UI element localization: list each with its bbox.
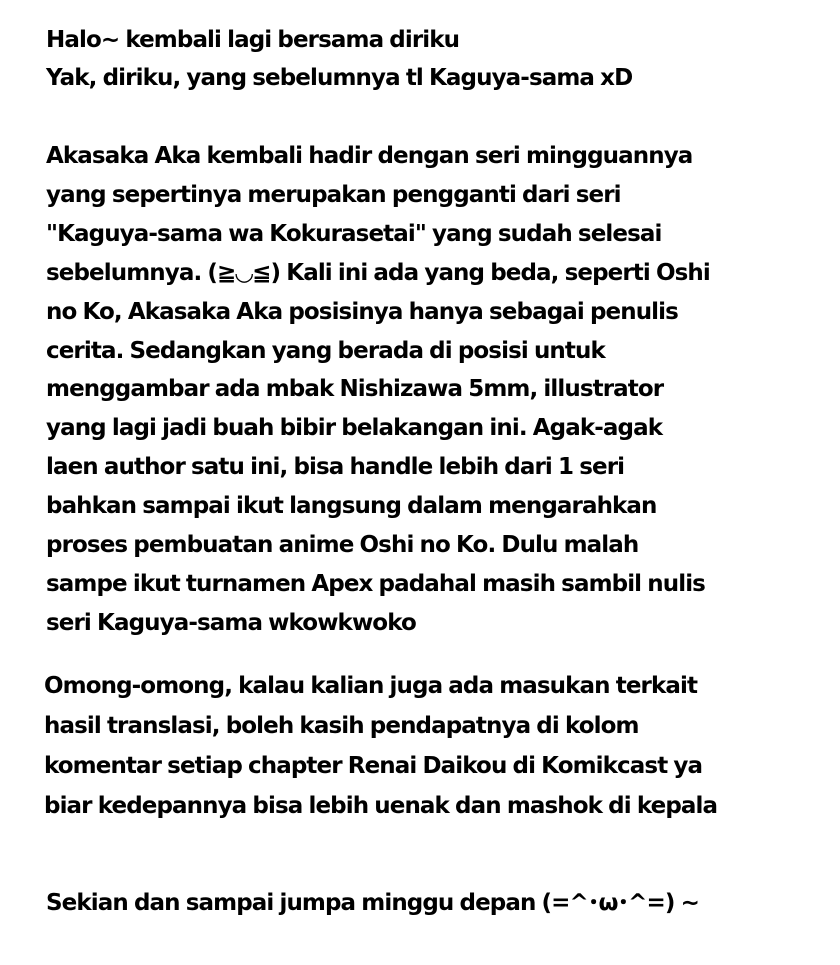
text-line: biar kedepannya bisa lebih uenak dan mashok di kepala bbox=[44, 793, 718, 819]
closing-text bbox=[46, 883, 826, 923]
text-line: no Ko, Akasaka Aka posisinya hanya sebagai penulis bbox=[46, 298, 678, 325]
text-line: yang lagi jadi buah bibir belakangan ini. Agak-agak bbox=[46, 415, 663, 442]
text-line: sampe ikut turnamen Apex padahal masih sambil nulis bbox=[46, 570, 705, 597]
feedback-paragraph bbox=[44, 666, 824, 826]
text-line: Akasaka Aka kembali hadir dengan seri mingguannya bbox=[46, 143, 693, 169]
text-line: komentar setiap chapter Renai Daikou di Komikcast ya bbox=[44, 753, 703, 779]
text-line: hasil translasi, boleh kasih pendapatnya di kolom bbox=[44, 713, 639, 739]
text-line: seri Kaguya-sama wkowkwoko bbox=[46, 609, 416, 636]
greeting-text bbox=[46, 21, 826, 97]
text-line: laen author satu ini, bisa handle lebih dari 1 seri bbox=[46, 454, 625, 481]
text-line: proses pembuatan anime Oshi no Ko. Dulu malah bbox=[46, 532, 639, 559]
text-line: Sekian dan sampai jumpa minggu depan (=^･ω･^=) ~ bbox=[46, 890, 700, 916]
text-line: Omong-omong, kalau kalian juga ada masukan terkait bbox=[44, 673, 698, 699]
text-line: Yak, diriku, yang sebelumnya tl Kaguya-sama xD bbox=[46, 65, 633, 91]
text-line: yang sepertinya merupakan pengganti dari seri bbox=[46, 181, 621, 208]
text-line: Halo~ kembali lagi bersama diriku bbox=[46, 27, 460, 53]
text-line: "Kaguya-sama wa Kokurasetai" yang sudah selesai bbox=[46, 220, 662, 247]
intro-paragraph bbox=[46, 137, 826, 643]
text-line: cerita. Sedangkan yang berada di posisi untuk bbox=[46, 337, 605, 364]
text-line: bahkan sampai ikut langsung dalam mengarahkan bbox=[46, 493, 657, 520]
text-line: menggambar ada mbak Nishizawa 5mm, illustrator bbox=[46, 376, 664, 403]
text-line: sebelumnya. (≧◡≦) Kali ini ada yang beda, seperti Oshi bbox=[46, 259, 710, 286]
